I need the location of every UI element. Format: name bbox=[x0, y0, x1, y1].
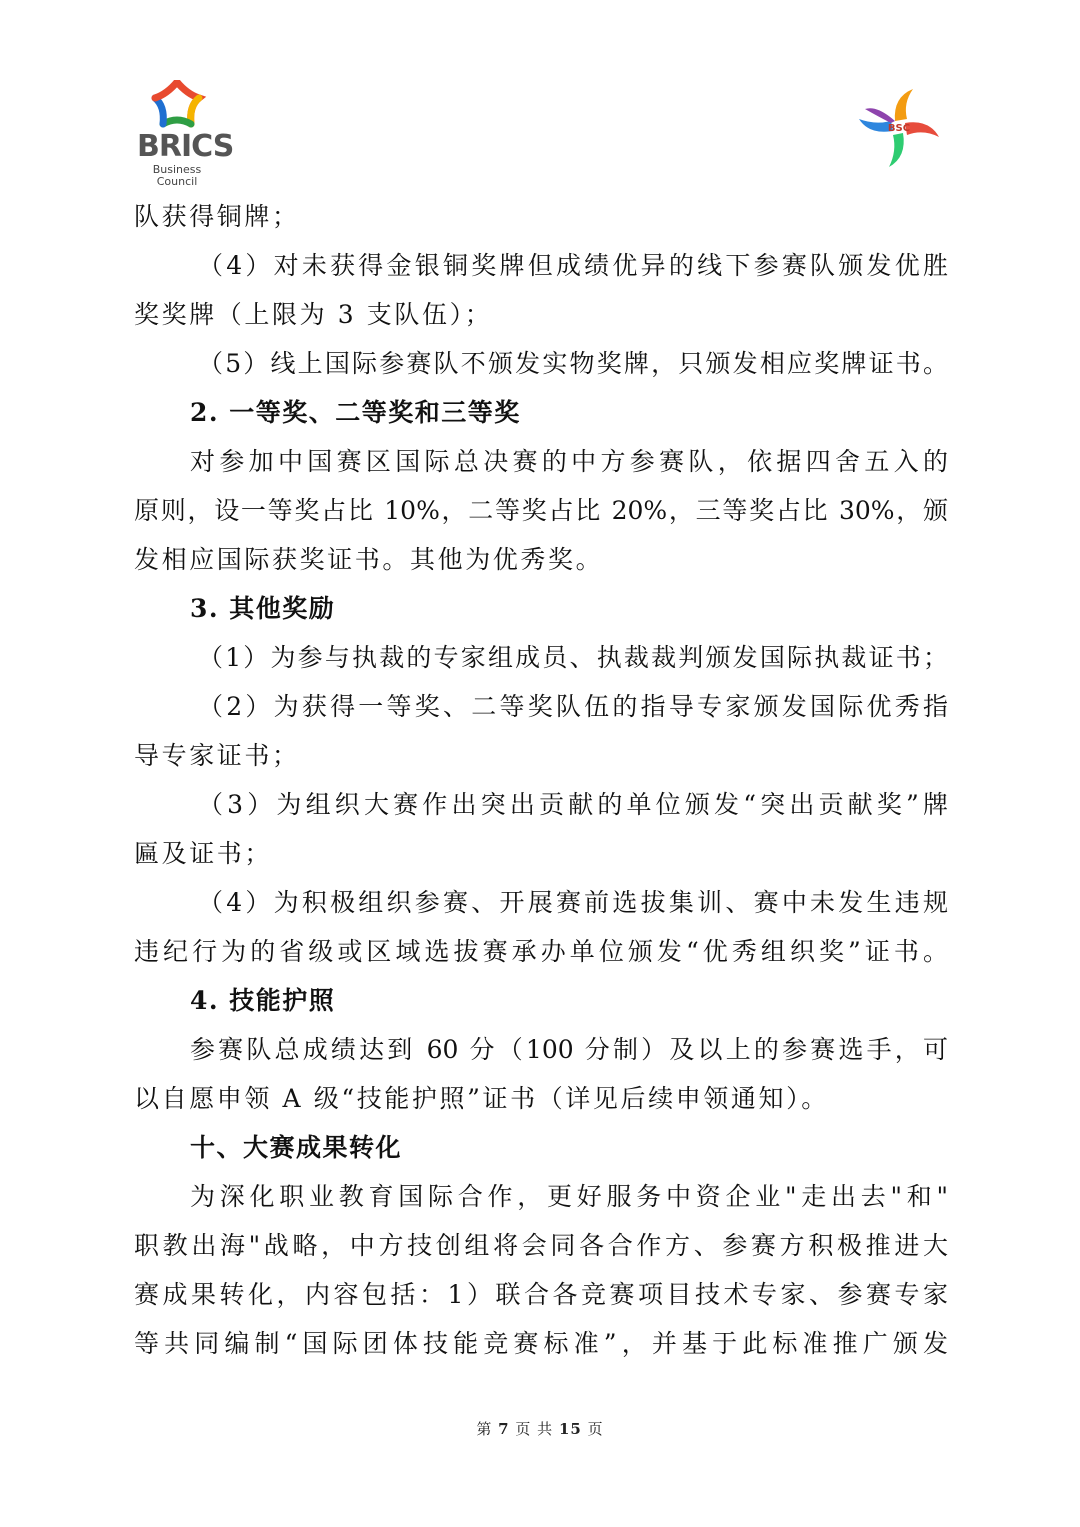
footer-suffix: 页 bbox=[587, 1420, 604, 1438]
page-footer bbox=[0, 1418, 1080, 1439]
body-line: 为深化职业教育国际合作，更好服务中资企业"走出去"和" bbox=[190, 1182, 948, 1211]
footer-middle: 页 共 bbox=[515, 1420, 554, 1438]
body-line: （2）为获得一等奖、二等奖队伍的指导专家颁发国际优秀指 bbox=[198, 692, 948, 721]
body-line: 匾及证书； bbox=[134, 839, 273, 868]
body-line: 对参加中国赛区国际总决赛的中方参赛队，依据四舍五入的 bbox=[190, 447, 948, 476]
bsc-swirl-logo-icon bbox=[856, 84, 942, 170]
brics-logo-subtitle: Business Council bbox=[152, 163, 202, 188]
body-line: 奖奖牌（上限为 3 支队伍）； bbox=[134, 300, 493, 329]
bsc-logo bbox=[856, 84, 942, 170]
body-line: （4）对未获得金银铜奖牌但成绩优异的线下参赛队颁发优胜 bbox=[198, 251, 948, 280]
body-line: （5）线上国际参赛队不颁发实物奖牌，只颁发相应奖牌证书。 bbox=[198, 349, 948, 378]
chapter-heading: 十、大赛成果转化 bbox=[190, 1133, 403, 1162]
section-heading: 3. 其他奖励 bbox=[190, 594, 336, 623]
body-line: 等共同编制“国际团体技能竞赛标准”，并基于此标准推广颁发 bbox=[134, 1329, 948, 1358]
section-heading: 2. 一等奖、二等奖和三等奖 bbox=[190, 398, 521, 427]
body-line: 队获得铜牌； bbox=[134, 202, 300, 231]
footer-prefix: 第 bbox=[476, 1420, 493, 1438]
brics-logo-title: BRICS bbox=[137, 129, 234, 164]
brics-star-logo-icon bbox=[137, 80, 217, 132]
body-line: 导专家证书； bbox=[134, 741, 300, 770]
body-line: （4）为积极组织参赛、开展赛前选拔集训、赛中未发生违规 bbox=[198, 888, 948, 917]
body-line: （3）为组织大赛作出突出贡献的单位颁发“突出贡献奖”牌 bbox=[198, 790, 948, 819]
brics-logo bbox=[137, 80, 234, 188]
body-line: 原则，设一等奖占比 10%，二等奖占比 20%，三等奖占比 30%，颁 bbox=[134, 496, 948, 525]
body-line: （1）为参与执裁的专家组成员、执裁裁判颁发国际执裁证书； bbox=[198, 643, 948, 672]
body-line: 参赛队总成绩达到 60 分（100 分制）及以上的参赛选手，可 bbox=[190, 1035, 948, 1064]
section-heading: 4. 技能护照 bbox=[190, 986, 336, 1015]
body-line: 发相应国际获奖证书。其他为优秀奖。 bbox=[134, 545, 604, 574]
body-line: 赛成果转化，内容包括：1）联合各竞赛项目技术专家、参赛专家 bbox=[134, 1280, 948, 1309]
document-body bbox=[134, 192, 948, 1368]
body-line: 违纪行为的省级或区域选拔赛承办单位颁发“优秀组织奖”证书。 bbox=[134, 937, 948, 966]
body-line: 以自愿申领 A 级“技能护照”证书（详见后续申领通知）。 bbox=[134, 1084, 829, 1113]
total-pages: 15 bbox=[558, 1420, 582, 1438]
bsc-logo-label: BSC bbox=[887, 123, 911, 134]
page-number: 7 bbox=[498, 1420, 510, 1438]
body-line: 职教出海"战略，中方技创组将会同各合作方、参赛方积极推进大 bbox=[134, 1231, 948, 1260]
